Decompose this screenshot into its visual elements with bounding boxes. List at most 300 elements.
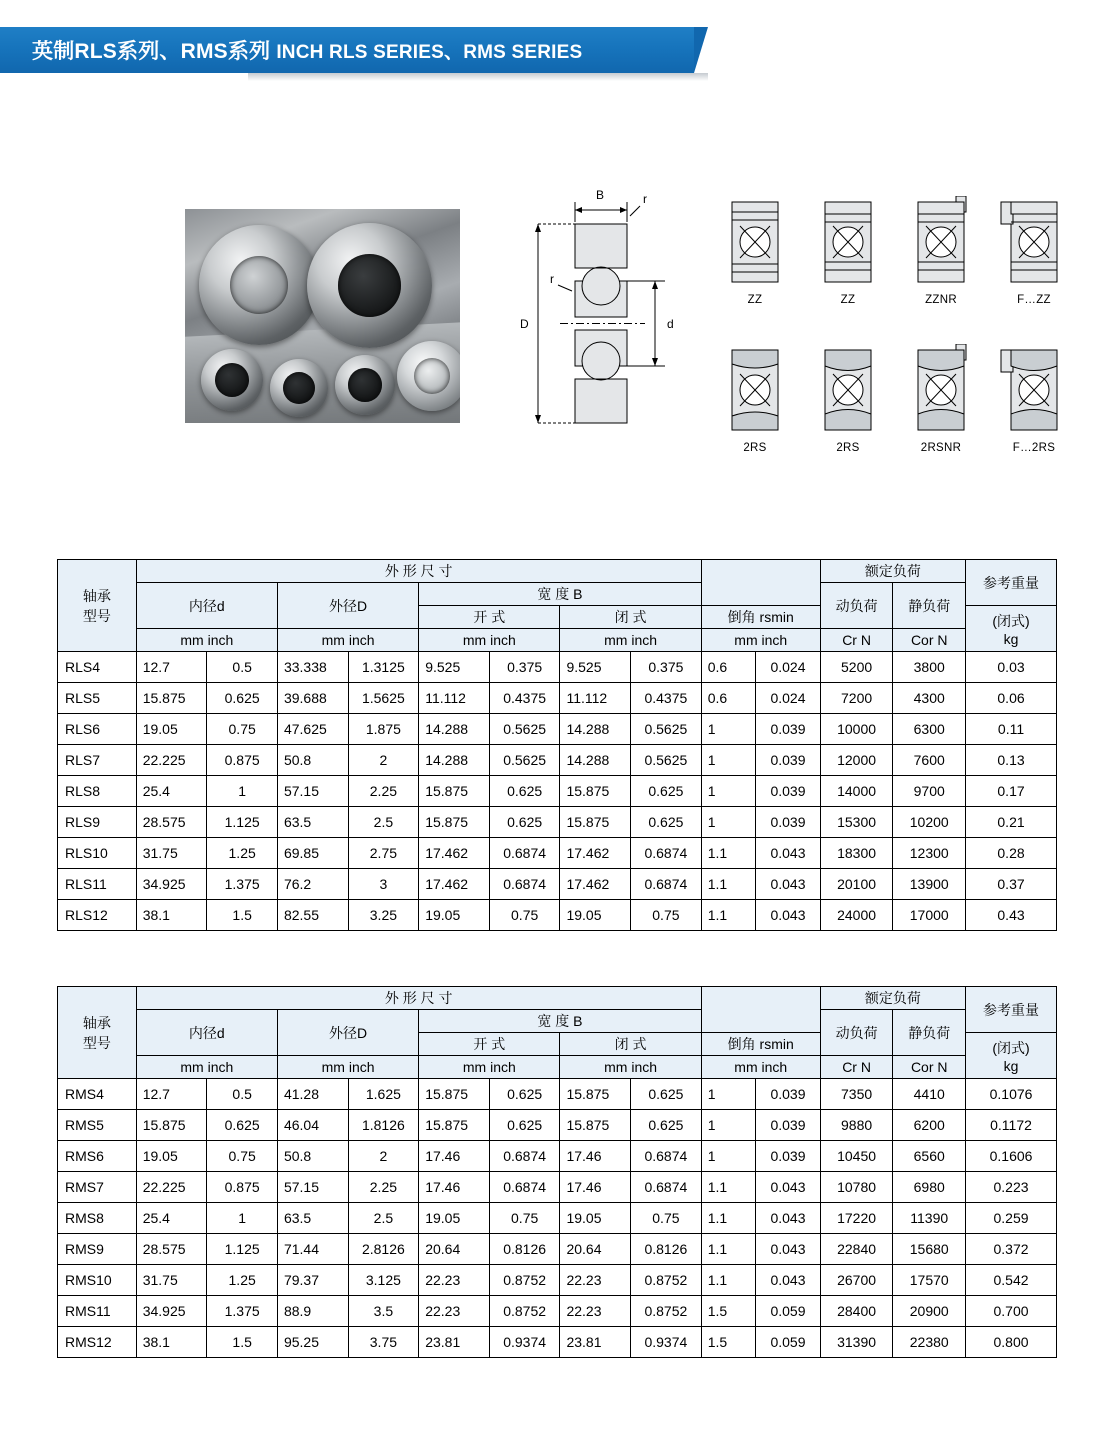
cell-Bo_mm: 15.875 (419, 776, 490, 807)
cell-Bc_mm: 22.23 (560, 1265, 631, 1296)
cell-kg: 0.28 (966, 838, 1057, 869)
cell-r_in: 0.039 (756, 1079, 821, 1110)
table-row (58, 900, 1057, 931)
cell-kg: 0.13 (966, 745, 1057, 776)
table-row (58, 1079, 1057, 1110)
cell-kg: 0.1076 (966, 1079, 1057, 1110)
cell-cr: 7200 (820, 683, 893, 714)
cell-model: RMS4 (58, 1079, 137, 1110)
cell-D_mm: 57.15 (277, 1172, 348, 1203)
cell-cor: 7600 (893, 745, 966, 776)
cell-Bc_in: 0.375 (631, 652, 702, 683)
cell-D_in: 2.25 (348, 1172, 419, 1203)
table-row (58, 1265, 1057, 1296)
th-chamfer-group (701, 560, 820, 606)
cell-cr: 31390 (820, 1327, 893, 1358)
cell-d_mm: 25.4 (136, 1203, 207, 1234)
photo-bearing-small-4 (397, 341, 460, 411)
th-od: 外径D (277, 1010, 418, 1056)
cell-D_mm: 46.04 (277, 1110, 348, 1141)
photo-bearing-small-1 (201, 349, 263, 411)
th-od-units: mm inch (277, 1056, 418, 1079)
cell-r_in: 0.043 (756, 1172, 821, 1203)
th-open-units: mm inch (419, 1056, 560, 1079)
cell-cr: 7350 (820, 1079, 893, 1110)
th-closed-units: mm inch (560, 1056, 701, 1079)
th-weight-3: kg (1003, 630, 1019, 647)
cell-D_in: 1.875 (348, 714, 419, 745)
cell-model: RLS5 (58, 683, 137, 714)
cell-Bo_mm: 15.875 (419, 1079, 490, 1110)
cell-Bo_mm: 9.525 (419, 652, 490, 683)
cell-Bo_in: 0.625 (489, 807, 560, 838)
cell-cr: 14000 (820, 776, 893, 807)
cell-D_in: 3.75 (348, 1327, 419, 1358)
th-cr-unit: Cr N (820, 629, 893, 652)
variant-2rsnr (900, 344, 982, 454)
th-dimensions: 外 形 尺 寸 (136, 560, 701, 583)
cell-kg: 0.43 (966, 900, 1057, 931)
cell-cr: 5200 (820, 652, 893, 683)
cell-r_in: 0.039 (756, 1141, 821, 1172)
cell-cr: 24000 (820, 900, 893, 931)
variant-label: ZZNR (925, 294, 957, 306)
cell-cr: 17220 (820, 1203, 893, 1234)
cell-r_in: 0.039 (756, 714, 821, 745)
cell-D_in: 3.25 (348, 900, 419, 931)
th-weight-2: (闭式) kg (966, 1033, 1057, 1079)
th-bore: 内径d (136, 583, 277, 629)
cell-D_mm: 50.8 (277, 1141, 348, 1172)
cell-D_mm: 39.688 (277, 683, 348, 714)
cell-kg: 0.11 (966, 714, 1057, 745)
cell-r_in: 0.024 (756, 652, 821, 683)
cell-Bc_in: 0.6874 (631, 838, 702, 869)
variant-label: F…2RS (1012, 442, 1056, 454)
th-od: 外径D (277, 583, 418, 629)
variant-2rs-1 (714, 344, 796, 454)
header-banner (0, 27, 694, 73)
cell-cor: 3800 (893, 652, 966, 683)
cell-model: RMS5 (58, 1110, 137, 1141)
cell-Bo_mm: 17.462 (419, 838, 490, 869)
cell-Bo_mm: 11.112 (419, 683, 490, 714)
th-model (58, 987, 137, 1079)
table-row (58, 1172, 1057, 1203)
table-row (58, 869, 1057, 900)
cell-Bc_in: 0.5625 (631, 714, 702, 745)
th-width-open: 开 式 (419, 1033, 560, 1056)
drawing-label-D: D (520, 317, 529, 331)
cell-d_in: 0.875 (207, 1172, 278, 1203)
cell-D_in: 2.5 (348, 807, 419, 838)
cell-r_in: 0.039 (756, 776, 821, 807)
cell-Bc_in: 0.6874 (631, 1172, 702, 1203)
variant-label: 2RS (743, 442, 767, 454)
cell-D_in: 2.25 (348, 776, 419, 807)
cell-d_in: 1.5 (207, 1327, 278, 1358)
spec-table-rls-body (58, 652, 1057, 931)
cell-d_mm: 34.925 (136, 869, 207, 900)
cell-cor: 22380 (893, 1327, 966, 1358)
cell-cor: 9700 (893, 776, 966, 807)
cell-D_in: 3.5 (348, 1296, 419, 1327)
th-width-closed: 闭 式 (560, 606, 701, 629)
cell-D_in: 3 (348, 869, 419, 900)
cell-Bc_mm: 17.462 (560, 838, 631, 869)
page-title-cn: 英制RLS系列、RMS系列 (32, 40, 271, 63)
cell-cr: 28400 (820, 1296, 893, 1327)
cell-d_in: 0.5 (207, 652, 278, 683)
cell-r_mm: 1.1 (701, 1234, 755, 1265)
cell-Bo_mm: 15.875 (419, 1110, 490, 1141)
drawing-label-d: d (667, 317, 674, 331)
cell-r_mm: 1 (701, 1110, 755, 1141)
cell-D_mm: 88.9 (277, 1296, 348, 1327)
cell-Bo_mm: 14.288 (419, 714, 490, 745)
cell-Bc_in: 0.8126 (631, 1234, 702, 1265)
cell-Bc_in: 0.625 (631, 807, 702, 838)
cell-D_mm: 82.55 (277, 900, 348, 931)
drawing-label-B: B (596, 188, 605, 202)
th-chamfer: 倒角 rsmin (701, 1033, 820, 1056)
cell-d_mm: 38.1 (136, 1327, 207, 1358)
cell-cor: 20900 (893, 1296, 966, 1327)
cell-kg: 0.03 (966, 652, 1057, 683)
cell-cor: 17000 (893, 900, 966, 931)
cell-r_mm: 1 (701, 807, 755, 838)
cell-Bo_mm: 23.81 (419, 1327, 490, 1358)
th-od-units: mm inch (277, 629, 418, 652)
photo-bearing-large-right (307, 223, 432, 348)
cell-Bc_mm: 17.46 (560, 1172, 631, 1203)
th-model-line2: 型号 (82, 1034, 111, 1051)
photo-bearing-small-2 (270, 359, 328, 417)
cell-Bo_in: 0.5625 (489, 745, 560, 776)
th-cor: 静负荷 (893, 583, 966, 629)
cell-d_in: 1.5 (207, 900, 278, 931)
table-row (58, 1141, 1057, 1172)
cell-Bc_mm: 20.64 (560, 1234, 631, 1265)
cell-r_mm: 1.1 (701, 869, 755, 900)
cell-r_in: 0.059 (756, 1296, 821, 1327)
cell-d_in: 1.125 (207, 1234, 278, 1265)
variant-label: 2RS (836, 442, 860, 454)
cell-model: RMS6 (58, 1141, 137, 1172)
cell-model: RMS8 (58, 1203, 137, 1234)
cell-d_mm: 34.925 (136, 1296, 207, 1327)
table-row (58, 714, 1057, 745)
cell-r_mm: 1 (701, 1079, 755, 1110)
cell-d_in: 0.5 (207, 1079, 278, 1110)
cell-d_mm: 19.05 (136, 714, 207, 745)
cell-r_in: 0.043 (756, 1234, 821, 1265)
cell-kg: 0.223 (966, 1172, 1057, 1203)
cell-r_in: 0.024 (756, 683, 821, 714)
table-row (58, 1110, 1057, 1141)
cell-d_in: 0.75 (207, 714, 278, 745)
cell-Bc_in: 0.625 (631, 1079, 702, 1110)
cell-Bc_in: 0.5625 (631, 745, 702, 776)
cell-Bc_mm: 22.23 (560, 1296, 631, 1327)
cell-d_in: 1.125 (207, 807, 278, 838)
th-model (58, 560, 137, 652)
variant-2rs-2 (807, 344, 889, 454)
cell-d_mm: 22.225 (136, 745, 207, 776)
cell-d_in: 0.75 (207, 1141, 278, 1172)
cell-r_mm: 1.5 (701, 1327, 755, 1358)
th-weight-1: 参考重量 (966, 987, 1057, 1033)
table-row (58, 1327, 1057, 1358)
cell-model: RMS12 (58, 1327, 137, 1358)
th-chamfer-group (701, 987, 820, 1033)
cell-d_in: 1.25 (207, 838, 278, 869)
cell-D_in: 2 (348, 745, 419, 776)
th-closed-units: mm inch (560, 629, 701, 652)
cell-Bo_mm: 22.23 (419, 1296, 490, 1327)
cell-D_in: 3.125 (348, 1265, 419, 1296)
cell-D_mm: 41.28 (277, 1079, 348, 1110)
th-weight-3: kg (1003, 1057, 1019, 1074)
cell-d_mm: 19.05 (136, 1141, 207, 1172)
cell-Bo_in: 0.8752 (489, 1265, 560, 1296)
cell-cor: 10200 (893, 807, 966, 838)
cell-Bo_in: 0.8752 (489, 1296, 560, 1327)
cell-Bc_in: 0.8752 (631, 1296, 702, 1327)
cell-model: RMS10 (58, 1265, 137, 1296)
cell-D_mm: 69.85 (277, 838, 348, 869)
cell-r_in: 0.039 (756, 745, 821, 776)
cell-kg: 0.21 (966, 807, 1057, 838)
cell-Bo_mm: 15.875 (419, 807, 490, 838)
cell-r_in: 0.043 (756, 1203, 821, 1234)
cell-cor: 6560 (893, 1141, 966, 1172)
th-cor-unit: Cor N (893, 629, 966, 652)
cell-Bc_mm: 11.112 (560, 683, 631, 714)
cell-r_mm: 1 (701, 1141, 755, 1172)
cell-Bo_in: 0.75 (489, 900, 560, 931)
variant-f-2rs (993, 344, 1075, 454)
th-width-open: 开 式 (419, 606, 560, 629)
variant-zz-2 (807, 196, 889, 306)
th-chamfer: 倒角 rsmin (701, 606, 820, 629)
cell-d_mm: 31.75 (136, 838, 207, 869)
variant-zz-1 (714, 196, 796, 306)
cell-model: RLS8 (58, 776, 137, 807)
cell-D_in: 1.625 (348, 1079, 419, 1110)
cell-d_in: 1 (207, 1203, 278, 1234)
cell-r_mm: 1.1 (701, 838, 755, 869)
cell-D_mm: 79.37 (277, 1265, 348, 1296)
cell-cor: 4300 (893, 683, 966, 714)
banner-shadow (248, 73, 708, 81)
cell-r_in: 0.059 (756, 1327, 821, 1358)
cell-Bo_in: 0.375 (489, 652, 560, 683)
cell-r_mm: 1 (701, 714, 755, 745)
cell-Bo_in: 0.625 (489, 1110, 560, 1141)
table-row (58, 745, 1057, 776)
cell-Bc_in: 0.8752 (631, 1265, 702, 1296)
cell-kg: 0.06 (966, 683, 1057, 714)
cell-D_in: 2.5 (348, 1203, 419, 1234)
cell-D_in: 1.5625 (348, 683, 419, 714)
cell-r_mm: 1.1 (701, 900, 755, 931)
cell-d_in: 0.625 (207, 683, 278, 714)
th-model-line2: 型号 (82, 607, 111, 624)
cell-r_in: 0.043 (756, 869, 821, 900)
cell-kg: 0.259 (966, 1203, 1057, 1234)
cell-model: RLS9 (58, 807, 137, 838)
cell-Bo_mm: 20.64 (419, 1234, 490, 1265)
cell-Bc_in: 0.75 (631, 1203, 702, 1234)
cell-d_mm: 15.875 (136, 1110, 207, 1141)
cell-model: RLS4 (58, 652, 137, 683)
th-cr-unit: Cr N (820, 1056, 893, 1079)
cell-cr: 10450 (820, 1141, 893, 1172)
cell-r_mm: 1.1 (701, 1172, 755, 1203)
th-open-units: mm inch (419, 629, 560, 652)
cell-kg: 0.700 (966, 1296, 1057, 1327)
cell-Bc_mm: 15.875 (560, 1110, 631, 1141)
cell-cor: 6300 (893, 714, 966, 745)
cell-cr: 20100 (820, 869, 893, 900)
cell-D_in: 2 (348, 1141, 419, 1172)
cell-d_mm: 22.225 (136, 1172, 207, 1203)
cell-model: RLS10 (58, 838, 137, 869)
cell-r_in: 0.043 (756, 1265, 821, 1296)
table-row (58, 1234, 1057, 1265)
cell-Bc_mm: 9.525 (560, 652, 631, 683)
th-bore-units: mm inch (136, 629, 277, 652)
table-row (58, 652, 1057, 683)
cell-model: RMS7 (58, 1172, 137, 1203)
cell-cor: 6980 (893, 1172, 966, 1203)
cell-Bc_in: 0.6874 (631, 869, 702, 900)
cell-Bo_in: 0.6874 (489, 1141, 560, 1172)
cell-r_mm: 1.5 (701, 1296, 755, 1327)
th-load: 额定负荷 (820, 560, 965, 583)
cell-cr: 12000 (820, 745, 893, 776)
th-width: 宽 度 B (419, 1010, 702, 1033)
cell-kg: 0.17 (966, 776, 1057, 807)
cell-D_mm: 50.8 (277, 745, 348, 776)
cell-Bo_mm: 14.288 (419, 745, 490, 776)
cell-D_in: 1.8126 (348, 1110, 419, 1141)
cell-Bc_in: 0.75 (631, 900, 702, 931)
cell-D_mm: 63.5 (277, 1203, 348, 1234)
cell-cr: 26700 (820, 1265, 893, 1296)
cell-Bo_mm: 17.46 (419, 1141, 490, 1172)
cell-Bc_in: 0.625 (631, 1110, 702, 1141)
th-width: 宽 度 B (419, 583, 702, 606)
th-cor: 静负荷 (893, 1010, 966, 1056)
spec-table-rls (57, 559, 1057, 931)
th-bore-units: mm inch (136, 1056, 277, 1079)
cell-D_mm: 76.2 (277, 869, 348, 900)
cell-d_mm: 38.1 (136, 900, 207, 931)
th-width-closed: 闭 式 (560, 1033, 701, 1056)
cell-Bo_in: 0.625 (489, 776, 560, 807)
cell-Bo_mm: 19.05 (419, 1203, 490, 1234)
cell-kg: 0.1606 (966, 1141, 1057, 1172)
cell-r_in: 0.039 (756, 1110, 821, 1141)
page-header (0, 27, 1113, 73)
page-title-en: INCH RLS SERIES、RMS SERIES (276, 42, 583, 63)
cell-model: RMS11 (58, 1296, 137, 1327)
drawing-label-r-left: r (550, 272, 554, 286)
cell-d_mm: 28.575 (136, 807, 207, 838)
variant-label: ZZ (840, 294, 856, 306)
cell-Bc_in: 0.4375 (631, 683, 702, 714)
cell-Bo_in: 0.6874 (489, 838, 560, 869)
cell-Bo_in: 0.9374 (489, 1327, 560, 1358)
table-row (58, 1296, 1057, 1327)
cell-D_mm: 33.338 (277, 652, 348, 683)
cell-Bc_mm: 23.81 (560, 1327, 631, 1358)
cell-D_in: 2.8126 (348, 1234, 419, 1265)
cell-d_in: 1.375 (207, 1296, 278, 1327)
th-cr: 动负荷 (820, 583, 893, 629)
cell-Bc_mm: 15.875 (560, 776, 631, 807)
th-weight-1: 参考重量 (966, 560, 1057, 606)
table-row (58, 838, 1057, 869)
product-photo (185, 209, 460, 423)
cell-model: RLS7 (58, 745, 137, 776)
cell-D_mm: 63.5 (277, 807, 348, 838)
cell-Bo_mm: 17.462 (419, 869, 490, 900)
photo-bearing-large-left (199, 225, 319, 345)
cell-d_mm: 31.75 (136, 1265, 207, 1296)
cell-Bc_mm: 14.288 (560, 714, 631, 745)
cell-Bo_in: 0.8126 (489, 1234, 560, 1265)
th-model-line1: 轴承 (82, 587, 111, 604)
cell-r_mm: 0.6 (701, 683, 755, 714)
variant-label: F…ZZ (1017, 294, 1051, 306)
table-row (58, 683, 1057, 714)
cell-cor: 12300 (893, 838, 966, 869)
cell-model: RLS6 (58, 714, 137, 745)
cell-Bc_mm: 19.05 (560, 900, 631, 931)
cell-cor: 4410 (893, 1079, 966, 1110)
cell-cor: 13900 (893, 869, 966, 900)
cell-kg: 0.37 (966, 869, 1057, 900)
cell-d_mm: 12.7 (136, 1079, 207, 1110)
variant-zznr (900, 196, 982, 306)
table-row (58, 807, 1057, 838)
cell-r_in: 0.039 (756, 807, 821, 838)
cell-cor: 6200 (893, 1110, 966, 1141)
table-row (58, 1203, 1057, 1234)
th-bore: 内径d (136, 1010, 277, 1056)
cell-cr: 10780 (820, 1172, 893, 1203)
cell-cor: 15680 (893, 1234, 966, 1265)
cell-r_mm: 1 (701, 745, 755, 776)
cell-cr: 22840 (820, 1234, 893, 1265)
variant-label: 2RSNR (920, 442, 962, 454)
cell-r_mm: 0.6 (701, 652, 755, 683)
cell-r_in: 0.043 (756, 838, 821, 869)
table-row (58, 776, 1057, 807)
cell-Bc_mm: 19.05 (560, 1203, 631, 1234)
th-chamfer-units: mm inch (701, 629, 820, 652)
cell-Bc_mm: 15.875 (560, 1079, 631, 1110)
spec-table-rms-body (58, 1079, 1057, 1358)
th-model-line1: 轴承 (82, 1014, 111, 1031)
cell-d_in: 1.25 (207, 1265, 278, 1296)
cell-Bo_in: 0.6874 (489, 869, 560, 900)
variant-label: ZZ (747, 294, 763, 306)
cell-cor: 11390 (893, 1203, 966, 1234)
